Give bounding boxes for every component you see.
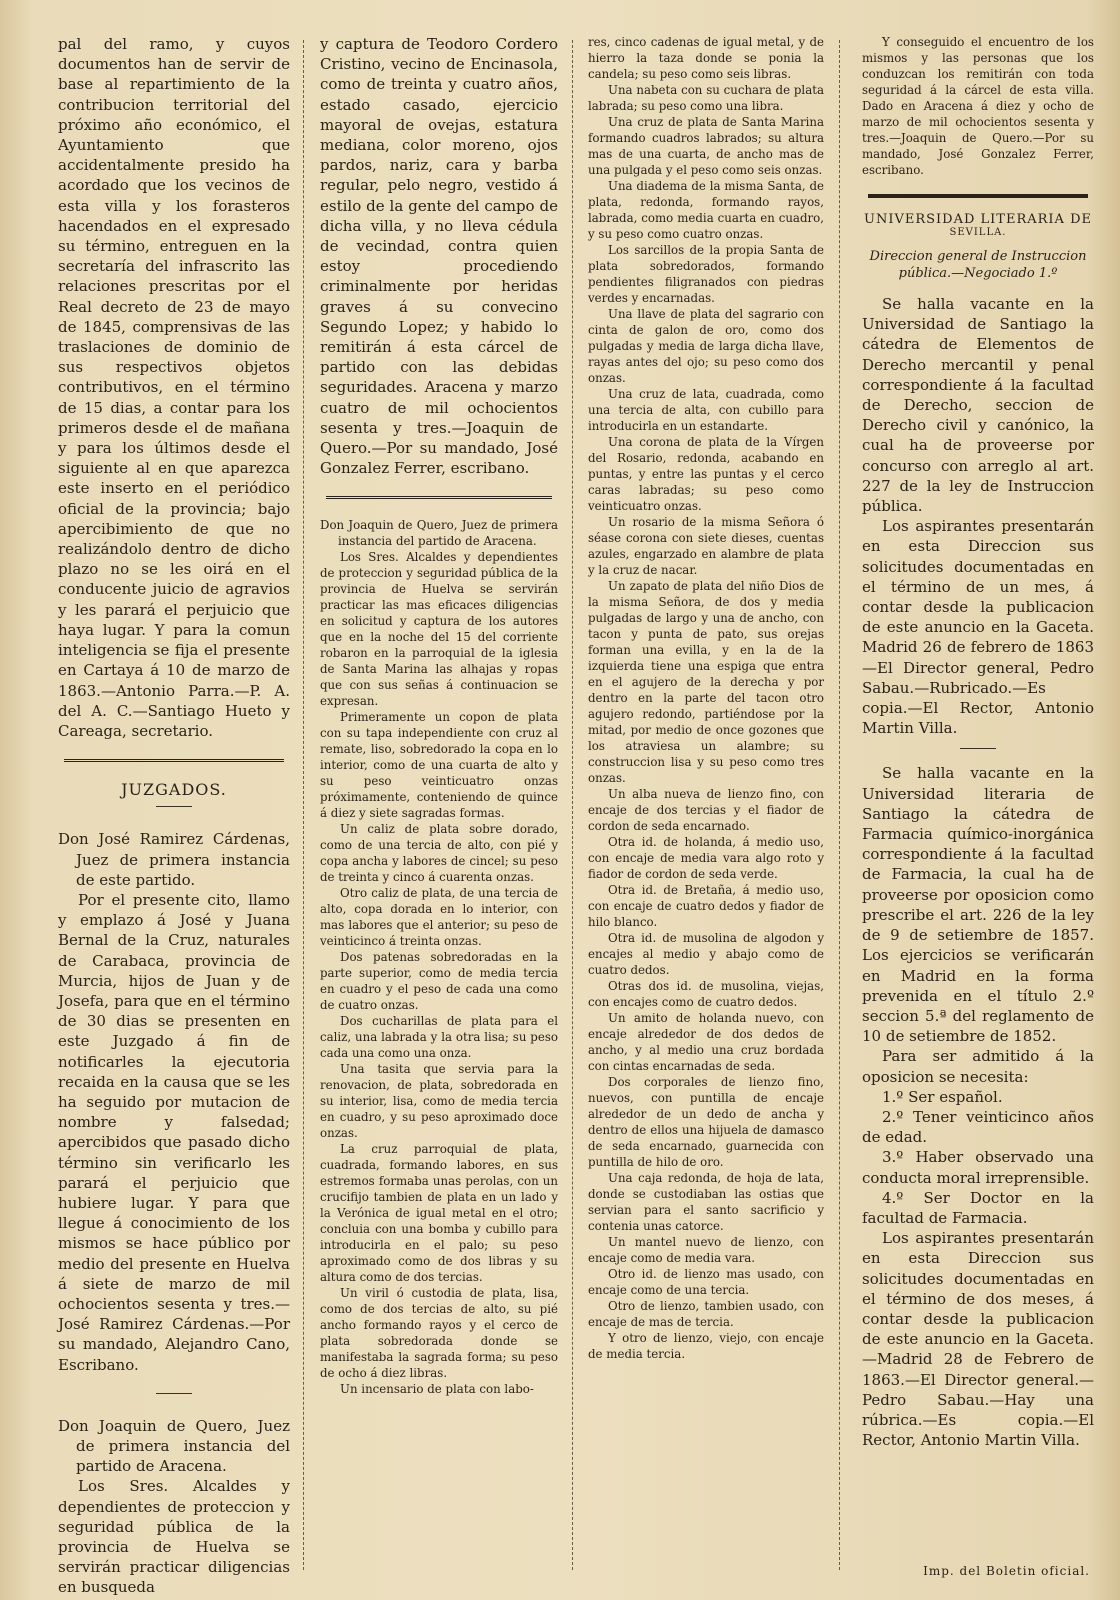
short-rule — [156, 1393, 192, 1394]
notice-heading: Don Joaquin de Quero, Juez de primera instancia del partido de Aracena. — [320, 518, 558, 549]
section-subtitle: Direccion general de Instruccion pública.—Negociado 1.º — [869, 249, 1087, 281]
requirement-item: 1.º Ser español. — [882, 1087, 1003, 1106]
short-rule — [960, 748, 996, 749]
list-item: Otra id. de musolina de algodon y encajes al medio y abajo como de cuatro dedos. — [588, 931, 824, 977]
list-item: Otra id. de Bretaña, á medio uso, con encaje de cuatro dedos y fiador de hilo blanco. — [588, 883, 824, 929]
list-item: Un caliz de plata sobre dorado, como de una tercia de alto, con pié y copa ancha y labores de cincel; su peso de treinta y cinco á cuarenta onzas. — [320, 822, 558, 885]
paragraph: y captura de Teodoro Cordero Cristino, vecino de Encinasola, como de treinta y cuatro años, estado casado, ejercicio mayoral de ovejas, estatura mediana, color moreno, ojos pardos, nariz, cara y barba regular, pelo negro, vestido á estilo de la gente del campo de dicha villa, y no lleva cédula de vecindad, contra quien estoy procediendo criminalmente por heridas graves á su convecino Segundo Lopez; y habido lo remitirán á esta cárcel de partido con las debidas seguridades. Aracena y marzo cuatro de mil ochocientos sesenta y tres.—Joaquin de Quero.—Por su mandado, José Gonzalez Ferrer, escribano. — [320, 35, 558, 478]
list-item: Una caja redonda, de hoja de lata, donde se custodiaban las ostias que servian para el santo sacrificio y contenia unas catorce. — [588, 1171, 824, 1233]
list-item: Otras dos id. de musolina, viejas, con encajes como de cuatro dedos. — [588, 979, 824, 1009]
paragraph: Los aspirantes presentarán en esta Direccion sus solicitudes documentadas en el término de un mes, á contar desde la publicacion de este anuncio en la Gaceta. Madrid 26 de febrero de 1863 —El Director general, Pedro Sabau.—Rubricado.—Es copia.—El Rector, Antonio Martin Villa. — [862, 517, 1094, 738]
short-rule — [156, 806, 192, 807]
list-item: Una corona de plata de la Vírgen del Rosario, redonda, acabando en puntas, y entre las puntas y el cerco caras labradas; su peso como veinticuatro onzas. — [588, 435, 824, 513]
list-item: Un zapato de plata del niño Dios de la misma Señora, de dos y media pulgadas de largo y una de ancho, con tacon y punta de pato, sus orejas forman una evilla, y en la de la izquierda tiene una espiga que entra en el agujero de la derecha y por dentro en la parte del tacon otro agujero redondo, partiéndose por la mitad, por medio de once gozones que los atraviesa un alambre; su construccion lisa y su peso como tres onzas. — [588, 579, 824, 785]
list-item: Otro caliz de plata, de una tercia de alto, copa dorada en lo interior, con mas labores que el anterior; su peso de veinticinco á treinta onzas. — [320, 886, 558, 949]
paragraph: Se halla vacante en la Universidad literaria de Santiago la cátedra de Farmacia químico-inorgánica correspondiente á la facultad de Farmacia, la cual ha de proveerse por oposicion como prescribe el art. 226 de la ley de 9 de setiembre de 1857. Los ejercicios se verificarán en Madrid en la forma prevenida en el título 2.º seccion 5.ª del reglamento de 10 de setiembre de 1852. — [862, 764, 1094, 1046]
list-item: Y otro de lienzo, viejo, con encaje de media tercia. — [588, 1331, 824, 1361]
paragraph: Por el presente cito, llamo y emplazo á José y Juana Bernal de la Cruz, naturales de Carabaca, provincia de Murcia, hijos de Juan y de Josefa, para que en el término de 30 dias se presenten en este Juzgado á fin de notificarles la ejecutoria recaida en la causa que se les ha seguido por mutacion de nombre y falsedad; apercibidos que pasado dicho término sin verificarlo les parará el perjuicio que hubiere lugar. Y para que llegue á conocimiento de los mismos se hace público por medio del presente en Huelva á siete de marzo de mil ochocientos sesenta y tres.—José Ramirez Cárdenas.—Por su mandado, Alejandro Cano, Escribano. — [58, 890, 290, 1374]
list-item: Un alba nueva de lienzo fino, con encaje de dos tercias y el fiador de cordon de seda encarnado. — [588, 787, 824, 833]
paragraph: pal del ramo, y cuyos documentos han de servir de base al repartimiento de la contribucion territorial del próximo año económico, el Ayuntamiento que accidentalmente presido ha acordado que los vecinos de esta villa y los forasteros hacendados en el expresado su término, entreguen en la secretaría del infrascrito las relaciones prescritas por el Real decreto de 23 de mayo de 1845, comprensivas de las traslaciones de dominio de sus respectivos objetos contributivos, en el término de 15 dias, a contar para los primeros desde el de mañana y para los últimos desde el siguiente al en que aparezca este inserto en el periódico oficial de la provincia; bajo apercibimiento de que no realizándolo dentro de dicho plazo no se les oirá en el conducente juicio de agravios y les parará el perjuicio que haya lugar. Y para la comun inteligencia se fija el presente en Cartaya á 10 de marzo de 1863.—Antonio Parra.—P. A. del A. C.—Santiago Hueto y Careaga, secretario. — [58, 35, 290, 740]
list-item: Otro de lienzo, tambien usado, con encaje de mas de tercia. — [588, 1299, 824, 1329]
list-item: Una nabeta con su cuchara de plata labrada; su peso como una libra. — [588, 83, 824, 113]
paragraph: Los Sres. Alcaldes y dependientes de proteccion y seguridad pública de la provincia de Huelva se servirán practicar las mas eficaces diligencias en solicitud y captura de los autores que en la noche del 15 del corriente robaron en la parroquial de la iglesia de Santa Marina las alhajas y ropas que con sus señas á continuacion se expresan. — [320, 550, 558, 709]
list-item: Dos cucharillas de plata para el caliz, una labrada y la otra lisa; su peso cada una como una onza. — [320, 1014, 558, 1061]
list-item: Otro id. de lienzo mas usado, con encaje como de una tercia. — [588, 1267, 824, 1297]
column-2 — [320, 34, 558, 1580]
list-item: Un amito de holanda nuevo, con encaje alrededor de dos dedos de ancho, y al medio una cruz bordada con cintas encarnadas de seda. — [588, 1011, 824, 1073]
section-rule — [868, 194, 1088, 198]
list-item: Un viril ó custodia de plata, lisa, como de dos tercias de alto, su pié ancho formando rayos y el cerco de plata sobredorada donde se manifestaba la sagrada forma; su peso de ocho á diez libras. — [320, 1286, 558, 1381]
list-item: Un incensario de plata con labo- — [340, 1382, 534, 1397]
column-divider — [572, 40, 573, 1570]
notice-heading: Don José Ramirez Cárdenas, Juez de primera instancia de este partido. — [58, 830, 290, 889]
notice-heading: Don Joaquin de Quero, Juez de primera instancia del partido de Aracena. — [58, 1416, 290, 1476]
list-item: Una cruz de plata de Santa Marina formando cuadros labrados; su altura mas de una cuarta, de ancho mas de una pulgada y el peso como seis onzas. — [588, 115, 824, 177]
requirement-item: 3.º Haber observado una conducta moral irreprensible. — [862, 1148, 1094, 1187]
list-item: Una tasita que servia para la renovacion, de plata, sobredorada en su interior, lisa, como de media tercia en cuadro, y su peso aproximado doce onzas. — [320, 1062, 558, 1141]
paragraph: Y conseguido el encuentro de los mismos y las personas que los conduzcan los remitirán con toda seguridad á la cárcel de esta villa. Dado en Aracena á diez y ocho de marzo de mil ochocientos sesenta y tres.—Joaquin de Quero.—Por su mandado, José Gonzalez Ferrer, escribano. — [862, 35, 1094, 177]
list-item: Una diadema de la misma Santa, de plata, redonda, formando rayos, labrada, como media cuarta en cuadro, y su peso como cuatro onzas. — [588, 179, 824, 241]
column-4 — [862, 34, 1094, 1580]
list-item: res, cinco cadenas de igual metal, y de hierro la taza donde se ponia la candela; su peso como seis libras. — [588, 35, 824, 81]
section-title-juzgados: JUZGADOS. — [121, 780, 227, 800]
paragraph: Los aspirantes presentarán en esta Direccion sus solicitudes documentadas en el término de dos meses, á contar desde la publicacion de este anuncio en la Gaceta.—Madrid 28 de Febrero de 1863.—El Director general.—Pedro Sabau.—Hay una rúbrica.—Es copia.—El Rector, Antonio Martin Villa. — [862, 1229, 1094, 1450]
paragraph: Para ser admitido á la oposicion se necesita: — [862, 1047, 1094, 1086]
column-3 — [588, 34, 824, 1580]
list-item: Un mantel nuevo de lienzo, con encaje como de media vara. — [588, 1235, 824, 1265]
list-item: Otra id. de holanda, á medio uso, con encaje de media vara algo roto y fiador de cordon de seda verde. — [588, 835, 824, 881]
requirement-item: 4.º Ser Doctor en la facultad de Farmacia. — [862, 1188, 1094, 1227]
list-item: Una llave de plata del sagrario con cinta de galon de oro, como dos pulgadas y media de larga dicha llave, rayas antes del ojo; su peso como dos onzas. — [588, 307, 824, 385]
requirement-item: 2.º Tener veinticinco años de edad. — [862, 1107, 1094, 1147]
column-1 — [58, 34, 290, 1597]
list-item: Una cruz de lata, cuadrada, como una tercia de alta, con cubillo para introducirla en un estandarte. — [588, 387, 824, 433]
list-item: La cruz parroquial de plata, cuadrada, formando labores, en sus estremos formaba unas perolas, con un crucifijo tambien de plata en un lado y la Verónica de igual metal en el otro; concluia con una bomba y cubillo para introducirla en el palo; su peso aproximado como de dos libras y su altura como de dos tercias. — [320, 1142, 558, 1285]
column-divider — [303, 40, 304, 1570]
printer-footer: Imp. del Boletin oficial. — [923, 1564, 1090, 1578]
paragraph: Los Sres. Alcaldes y dependientes de proteccion y seguridad pública de la provincia de Huelva se servirán practicar diligencias en busqueda — [58, 1477, 290, 1597]
list-item: Dos corporales de lienzo fino, nuevos, con puntilla de encaje alrededor de un dedo de ancha y dentro de ellos una hijuela de damasco de seda encarnado, guarnecida con puntilla de hilo de oro. — [588, 1075, 824, 1169]
list-item: Un rosario de la misma Señora ó séase corona con siete dieses, cuentas azules, engarzado en alambre de plata y la cruz de nacar. — [588, 515, 824, 577]
list-item: Dos patenas sobredoradas en la parte superior, como de media tercia en cuadro y el peso de cada una como de cuatro onzas. — [320, 950, 558, 1013]
list-item: Primeramente un copon de plata con su tapa independiente con cruz al remate, liso, sobredorado la copa en lo interior, como de una cuarta de alto y su peso veinticuatro onzas próximamente, conteniendo de quince á diez y siete sagradas formas. — [320, 710, 558, 821]
paragraph: Se halla vacante en la Universidad de Santiago la cátedra de Elementos de Derecho mercantil y penal correspondiente á la facultad de Derecho, seccion de Derecho civil y canónico, la cual ha de proveerse por concurso con arreglo al art. 227 de la ley de Instruccion pública. — [862, 295, 1094, 516]
list-item: Los sarcillos de la propia Santa de plata sobredorados, formando pendientes filigranados con piedras verdes y encarnadas. — [588, 243, 824, 305]
section-title-universidad: UNIVERSIDAD LITERARIA DE — [863, 212, 1092, 227]
section-city: SEVILLA. — [949, 227, 1007, 238]
section-rule — [326, 496, 552, 499]
section-rule — [64, 759, 284, 762]
column-divider — [839, 40, 840, 1570]
